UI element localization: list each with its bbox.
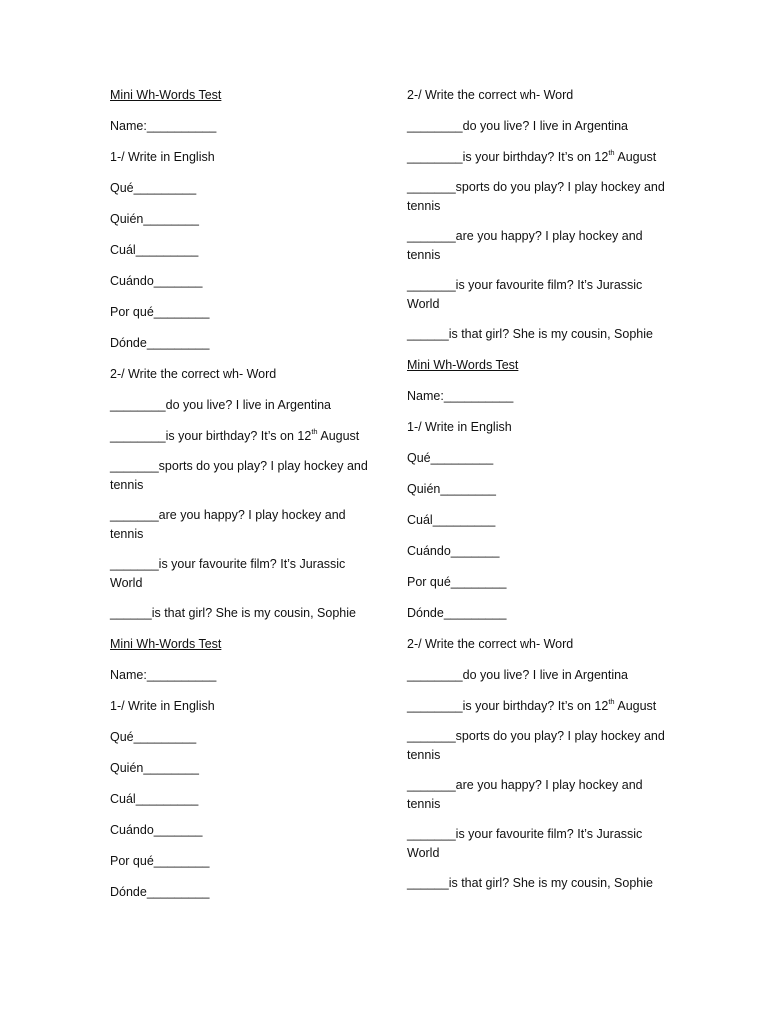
section1-item-que: Qué_________ <box>110 181 197 195</box>
question-2-month: August <box>614 699 657 713</box>
ordinal-suffix: th <box>311 426 318 436</box>
section2-question-1: ________do you live? I live in Argentina <box>407 668 628 682</box>
right-column <box>407 86 672 905</box>
section1-item-donde: Dónde_________ <box>407 606 507 620</box>
section2-question-1: ________do you live? I live in Argentina <box>110 398 331 412</box>
section1-item-por-que: Por qué________ <box>110 854 210 868</box>
section2-question-6: ______is that girl? She is my cousin, Sophie <box>110 606 356 620</box>
section1-item-donde: Dónde_________ <box>110 885 210 899</box>
section1-item-cuando: Cuándo_______ <box>407 544 500 558</box>
section1-item-que: Qué_________ <box>407 451 494 465</box>
section1-item-cuando: Cuándo_______ <box>110 823 203 837</box>
section2-question-2 <box>407 697 672 716</box>
section1-item-por-que: Por qué________ <box>110 305 210 319</box>
section2-question-2 <box>407 148 672 167</box>
test-title: Mini Wh-Words Test <box>407 358 519 372</box>
question-2-text: ________is your birthday? It’s on 12 <box>110 429 312 443</box>
test-title: Mini Wh-Words Test <box>110 637 222 651</box>
section1-heading: 1-/ Write in English <box>110 150 215 164</box>
section2-question-4: _______are you happy? I play hockey and tennis <box>407 229 643 262</box>
test-title: Mini Wh-Words Test <box>110 88 222 102</box>
section2-question-6: ______is that girl? She is my cousin, Sophie <box>407 876 653 890</box>
section2-question-4: _______are you happy? I play hockey and tennis <box>407 778 643 811</box>
question-2-month: August <box>614 150 657 164</box>
section2-question-6: ______is that girl? She is my cousin, Sophie <box>407 327 653 341</box>
section1-heading: 1-/ Write in English <box>110 699 215 713</box>
question-2-text: ________is your birthday? It’s on 12 <box>407 150 609 164</box>
section1-item-cuando: Cuándo_______ <box>110 274 203 288</box>
question-2-text: ________is your birthday? It’s on 12 <box>407 699 609 713</box>
section1-item-cual: Cuál_________ <box>110 792 199 806</box>
ordinal-suffix: th <box>608 147 615 157</box>
ordinal-suffix: th <box>608 696 615 706</box>
section1-item-que: Qué_________ <box>110 730 197 744</box>
section1-item-quien: Quién________ <box>407 482 496 496</box>
section2-question-1: ________do you live? I live in Argentina <box>407 119 628 133</box>
section2-question-5: _______is your favourite film? It’s Jurassic World <box>110 557 346 590</box>
section2-heading: 2-/ Write the correct wh- Word <box>407 637 574 651</box>
section2-question-3: _______sports do you play? I play hockey and tennis <box>407 729 665 762</box>
section2-heading: 2-/ Write the correct wh- Word <box>407 88 574 102</box>
section1-item-por-que: Por qué________ <box>407 575 507 589</box>
name-line: Name:__________ <box>407 389 514 403</box>
section1-item-donde: Dónde_________ <box>110 336 210 350</box>
section1-item-cual: Cuál_________ <box>110 243 199 257</box>
section2-question-3: _______sports do you play? I play hockey and tennis <box>110 459 368 492</box>
section2-heading: 2-/ Write the correct wh- Word <box>110 367 277 381</box>
name-line: Name:__________ <box>110 668 217 682</box>
section1-heading: 1-/ Write in English <box>407 420 512 434</box>
section2-question-2 <box>110 427 375 446</box>
question-2-month: August <box>317 429 360 443</box>
section2-question-5: _______is your favourite film? It’s Jurassic World <box>407 827 643 860</box>
section2-question-5: _______is your favourite film? It’s Jurassic World <box>407 278 643 311</box>
section1-item-quien: Quién________ <box>110 212 199 226</box>
section2-question-4: _______are you happy? I play hockey and tennis <box>110 508 346 541</box>
name-line: Name:__________ <box>110 119 217 133</box>
section1-item-quien: Quién________ <box>110 761 199 775</box>
section1-item-cual: Cuál_________ <box>407 513 496 527</box>
section2-question-3: _______sports do you play? I play hockey and tennis <box>407 180 665 213</box>
left-column <box>110 86 375 914</box>
